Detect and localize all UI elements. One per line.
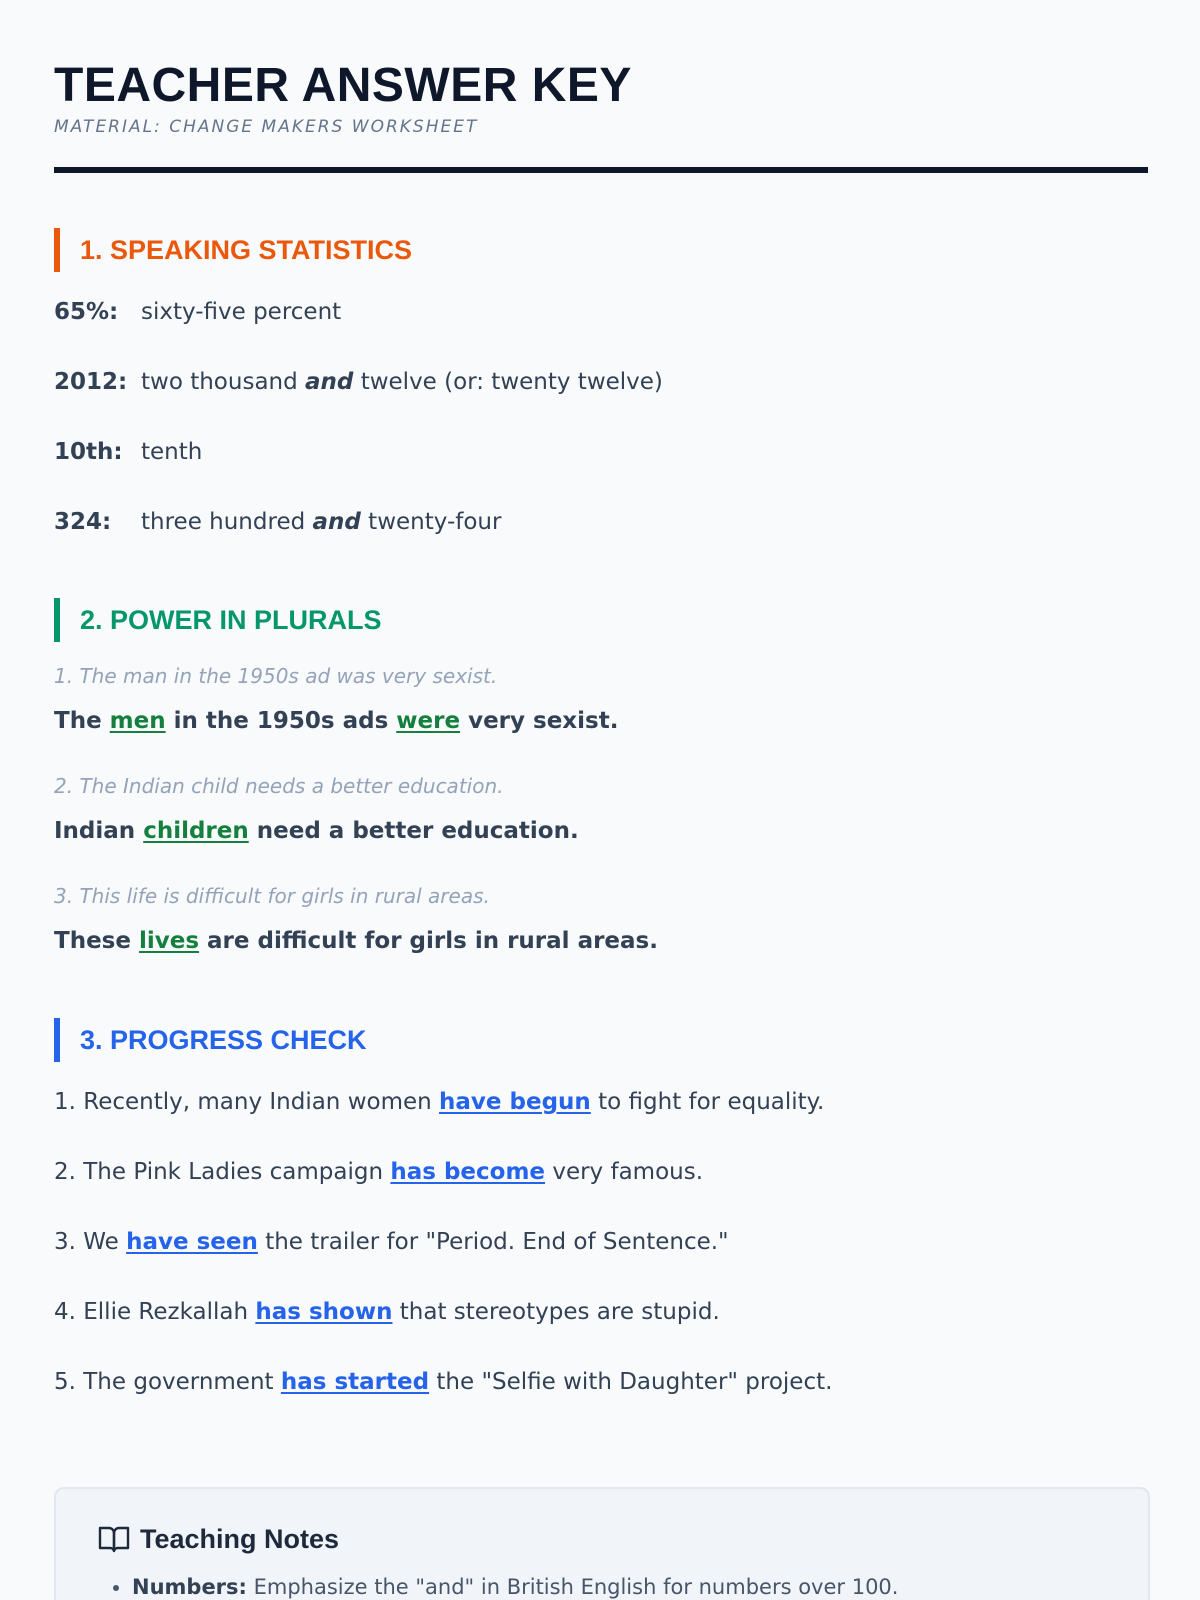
- stat-words: three hundred: [141, 509, 313, 535]
- answer-text: The: [54, 708, 110, 734]
- material-subtitle: MATERIAL: CHANGE MAKERS WORKSHEET: [54, 117, 479, 137]
- present-perfect-highlight: has shown: [255, 1299, 393, 1325]
- stat-words: tenth: [141, 439, 203, 465]
- stat-words: sixty-five percent: [141, 299, 342, 325]
- progress-item: [54, 1227, 729, 1257]
- plural-answer: [54, 816, 579, 846]
- progress-item: [54, 1087, 824, 1117]
- answer-text: are difficult for girls in rural areas.: [199, 928, 658, 954]
- sentence-text: 1. Recently, many Indian women: [54, 1089, 440, 1115]
- plural-prompt: 1. The man in the 1950s ad was very sexist.: [54, 664, 498, 688]
- stat-words: twenty-four: [360, 509, 502, 535]
- section-accent-bar: [54, 228, 60, 272]
- present-perfect-highlight: has become: [390, 1159, 546, 1185]
- sentence-text: 4. Ellie Rezkallah: [54, 1299, 256, 1325]
- plural-prompt: 3. This life is difficult for girls in rural areas.: [54, 884, 490, 908]
- sentence-text: 5. The government: [54, 1369, 281, 1395]
- sentence-text: the trailer for "Period. End of Sentence.": [257, 1229, 729, 1255]
- note-text: Emphasize the "and" in British English for numbers over 100.: [246, 1575, 899, 1599]
- present-perfect-highlight: have seen: [126, 1229, 258, 1255]
- section-heading-label: 1. SPEAKING STATISTICS: [80, 235, 413, 265]
- notes-list: [98, 1573, 898, 1600]
- stat-words: two thousand: [141, 369, 306, 395]
- stat-words: twelve (or: twenty twelve): [353, 369, 663, 395]
- answer-text: Indian: [54, 818, 144, 844]
- stat-emphasis: and: [312, 509, 361, 535]
- section-heading-progress-check: [54, 1018, 367, 1062]
- plural-form-highlight: children: [143, 818, 249, 844]
- section-accent-bar: [54, 1018, 60, 1062]
- answer-text: in the 1950s ads: [165, 708, 397, 734]
- sentence-text: 2. The Pink Ladies campaign: [54, 1159, 391, 1185]
- plural-form-highlight: lives: [138, 928, 200, 954]
- stat-row: [54, 437, 202, 467]
- book-icon: [98, 1524, 140, 1554]
- note-label: Numbers:: [132, 1575, 247, 1599]
- stat-number: 2012:: [54, 369, 128, 395]
- notes-heading-label: Teaching Notes: [140, 1524, 340, 1554]
- answer-text: need a better education.: [248, 818, 579, 844]
- list-item: [132, 1573, 898, 1600]
- stat-number: 65%:: [54, 299, 119, 325]
- plural-answer: [54, 706, 618, 736]
- section-heading-label: 3. PROGRESS CHECK: [80, 1025, 367, 1055]
- present-perfect-highlight: has started: [280, 1369, 430, 1395]
- sentence-text: that stereotypes are stupid.: [392, 1299, 720, 1325]
- teaching-notes-heading: [98, 1519, 339, 1559]
- sentence-text: 3. We: [54, 1229, 127, 1255]
- plural-form-highlight: men: [109, 708, 166, 734]
- sentence-text: very famous.: [545, 1159, 704, 1185]
- progress-item: [54, 1297, 720, 1327]
- plural-form-highlight: were: [396, 708, 461, 734]
- header-divider: [54, 167, 1148, 173]
- progress-item: [54, 1367, 832, 1397]
- answer-text: very sexist.: [460, 708, 619, 734]
- page-title: TEACHER ANSWER KEY: [54, 59, 632, 112]
- stat-number: 10th:: [54, 439, 123, 465]
- present-perfect-highlight: have begun: [439, 1089, 591, 1115]
- stat-row: [54, 297, 341, 327]
- stat-number: 324:: [54, 509, 112, 535]
- answer-text: These: [54, 928, 139, 954]
- plural-prompt: 2. The Indian child needs a better education.: [54, 774, 504, 798]
- teaching-notes-panel: [54, 1487, 1150, 1600]
- stat-row: [54, 367, 663, 397]
- sentence-text: to fight for equality.: [590, 1089, 825, 1115]
- stat-row: [54, 507, 501, 537]
- section-heading-label: 2. POWER IN PLURALS: [80, 605, 382, 635]
- progress-item: [54, 1157, 703, 1187]
- plural-answer: [54, 926, 658, 956]
- section-heading-speaking-statistics: [54, 228, 412, 272]
- sentence-text: the "Selfie with Daughter" project.: [429, 1369, 833, 1395]
- section-accent-bar: [54, 598, 60, 642]
- stat-emphasis: and: [305, 369, 354, 395]
- section-heading-power-in-plurals: [54, 598, 382, 642]
